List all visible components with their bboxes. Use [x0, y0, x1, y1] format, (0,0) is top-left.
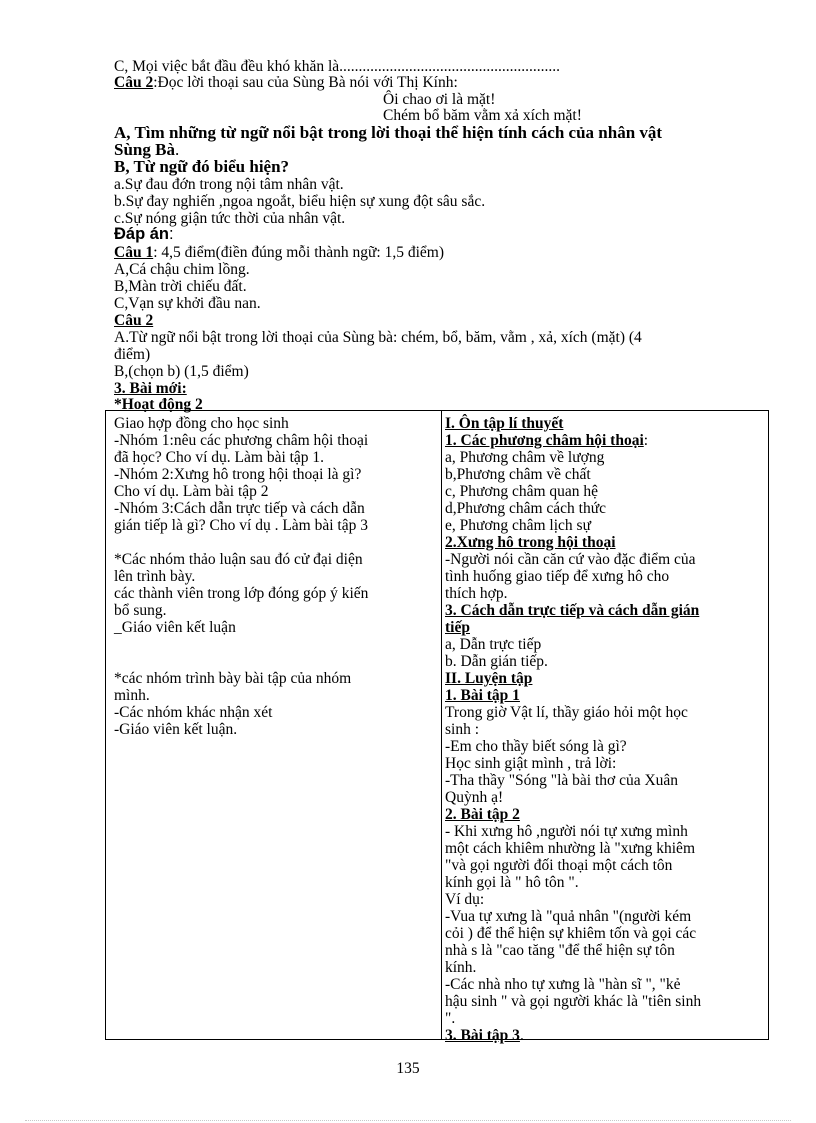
question-a: A, Tìm những từ ngữ nổi bật trong lời thoại thể hiện tính cách của nhân vật [114, 123, 663, 142]
exercise-2-line: nhà s là "cao tăng "để thể hiện sự tôn [445, 942, 675, 959]
answer-2-label: Câu 2 [114, 312, 154, 329]
heading-practice: II. Luyện tập [445, 670, 533, 687]
heading-quotation: 3. Cách dẫn trực tiếp và cách dẫn gián [445, 602, 700, 619]
answer-1-item: A,Cá chậu chim lồng. [114, 261, 250, 278]
page-number: 135 [396, 1060, 420, 1077]
heading-quotation-cont: tiếp [445, 619, 470, 636]
principle-item: d,Phương châm cách thức [445, 500, 607, 517]
heading-principles: 1. Các phương châm hội thoại [445, 432, 644, 449]
quotation-item: a, Dẫn trực tiếp [445, 636, 542, 653]
left-line: *Các nhóm thảo luận sau đó cử đại diện [114, 551, 363, 568]
left-line: các thành viên trong lớp đóng góp ý kiến [114, 585, 369, 602]
exercise-3-heading: 3. Bài tập 3 [445, 1027, 520, 1044]
address-line: -Người nói cần căn cứ vào đặc điểm của [445, 551, 696, 568]
exercise-2-line: ". [445, 1010, 456, 1027]
blank-line [114, 653, 434, 670]
left-line: *các nhóm trình bày bài tập của nhóm [114, 670, 352, 687]
answer-heading-text: Đáp án [114, 225, 170, 243]
exercise-2-line: - Khi xưng hô ,người nói tự xưng mình [445, 823, 688, 840]
answer-2-text: điểm) [114, 346, 151, 363]
quote-line: Ôi chao ơi là mặt! [383, 91, 496, 108]
left-line: -Nhóm 3:Cách dẫn trực tiếp và cách dẫn [114, 500, 365, 517]
answer-1-item: B,Màn trời chiếu đất. [114, 278, 247, 295]
answer-1-line [114, 244, 444, 261]
question-2-label: Câu 2 [114, 74, 154, 91]
exercise-2-line: -Các nhà nho tự xưng là "hàn sĩ ", "kẻ [445, 976, 681, 993]
exercise-2-line: -Vua tự xưng là "quả nhân "(người kém [445, 908, 692, 925]
answer-1-item: C,Vạn sự khởi đầu nan. [114, 295, 261, 312]
exercise-3-line [445, 1027, 763, 1044]
left-line: -Nhóm 1:nêu các phương châm hội thoại [114, 432, 369, 449]
left-line: gián tiếp là gì? Cho ví dụ . Làm bài tập 3 [114, 517, 368, 534]
exercise-2-heading: 2. Bài tập 2 [445, 806, 520, 823]
left-line: -Các nhóm khác nhận xét [114, 704, 273, 721]
left-line: bổ sung. [114, 602, 167, 619]
answer-heading: Đáp án: [114, 225, 174, 243]
content-column [445, 415, 763, 1044]
question-2-line [114, 74, 458, 91]
principle-item: a, Phương châm về lượng [445, 449, 605, 466]
exercise-1-line: Trong giờ Vật lí, thầy giáo hỏi một học [445, 704, 688, 721]
heading-principles-line [445, 432, 763, 449]
left-line: -Nhóm 2:Xưng hô trong hội thoại là gì? [114, 466, 362, 483]
heading-colon: : [643, 432, 649, 449]
exercise-2-line: "và gọi người đối thoại một cách tôn [445, 857, 673, 874]
exercise-1-line: Học sinh giật mình , trả lời: [445, 755, 617, 772]
quote-line: Chém bổ băm vằm xả xích mặt! [383, 107, 582, 124]
exercise-1-line: -Tha thầy "Sóng "là bài thơ của Xuân [445, 772, 679, 789]
left-line: mình. [114, 687, 150, 704]
exercise-1-line: sinh : [445, 721, 480, 738]
exercise-1-line: -Em cho thầy biết sóng là gì? [445, 738, 627, 755]
activity-heading: *Hoạt động 2 [114, 396, 203, 413]
answer-2-text: A.Từ ngữ nổi bật trong lời thoại của Sùng bà: chém, bổ, băm, vằm , xả, xích (mặt) (4 [114, 329, 642, 346]
option-c: c.Sự nóng giận tức thời của nhân vật. [114, 210, 346, 227]
text-line: C, Mọi việc bắt đầu đều khó khăn là......................................................... [114, 58, 561, 75]
address-line: tình huống giao tiếp để xưng hô cho [445, 568, 670, 585]
question-a-cont: Sùng Bà. [114, 140, 180, 159]
heading-address: 2.Xưng hô trong hội thoại [445, 534, 616, 551]
answer-2-choice: B,(chọn b) (1,5 điểm) [114, 363, 249, 380]
address-line: thích hợp. [445, 585, 508, 602]
principle-item: c, Phương châm quan hệ [445, 483, 599, 500]
column-divider [441, 411, 442, 1039]
exercise-2-line: kính. [445, 959, 477, 976]
left-line: Giao hợp đồng cho học sinh [114, 415, 289, 432]
left-line: lên trình bày. [114, 568, 196, 585]
principle-item: b,Phương châm về chất [445, 466, 591, 483]
exercise-2-line: Ví dụ: [445, 891, 485, 908]
question-a-cont-text: Sùng Bà [114, 140, 175, 159]
exercise-2-line: kính gọi là " hô tôn ". [445, 874, 579, 891]
left-line: -Giáo viên kết luận. [114, 721, 238, 738]
page-bottom-rule [25, 1120, 791, 1121]
option-a: a.Sự đau đớn trong nội tâm nhân vật. [114, 176, 344, 193]
exercise-1-line: Quỳnh ạ! [445, 789, 504, 806]
quotation-item: b. Dẫn gián tiếp. [445, 653, 548, 670]
left-line: đã học? Cho ví dụ. Làm bài tập 1. [114, 449, 325, 466]
exercise-2-line: hậu sinh " và gọi người khác là "tiên sinh [445, 993, 702, 1010]
blank-line [114, 534, 434, 551]
exercise-2-line: một cách khiêm nhường là "xưng khiêm [445, 840, 695, 857]
exercise-3-dot: . [519, 1027, 524, 1044]
heading-theory: I. Ôn tập lí thuyết [445, 415, 564, 432]
option-b: b.Sự đay nghiến ,ngoa ngoắt, biểu hiện sự xung đột sâu sắc. [114, 193, 486, 210]
exercise-1-heading: 1. Bài tập 1 [445, 687, 520, 704]
question-2-text: :Đọc lời thoại sau của Sùng Bà nói với Thị Kính: [153, 74, 458, 91]
exercise-2-line: cỏi ) để thể hiện sự khiêm tốn và gọi các [445, 925, 697, 942]
principle-item: e, Phương châm lịch sự [445, 517, 591, 534]
section-heading: 3. Bài mới: [114, 380, 187, 397]
left-line: Cho ví dụ. Làm bài tập 2 [114, 483, 269, 500]
answer-1-text: : 4,5 điểm(điền đúng mỗi thành ngữ: 1,5 điểm) [153, 244, 445, 261]
teacher-student-column [114, 415, 434, 738]
answer-1-label: Câu 1 [114, 244, 154, 261]
question-b: B, Từ ngữ đó biểu hiện? [114, 157, 290, 176]
blank-line [114, 636, 434, 653]
activity-table [105, 410, 769, 1044]
left-line: _Giáo viên kết luận [114, 619, 236, 636]
